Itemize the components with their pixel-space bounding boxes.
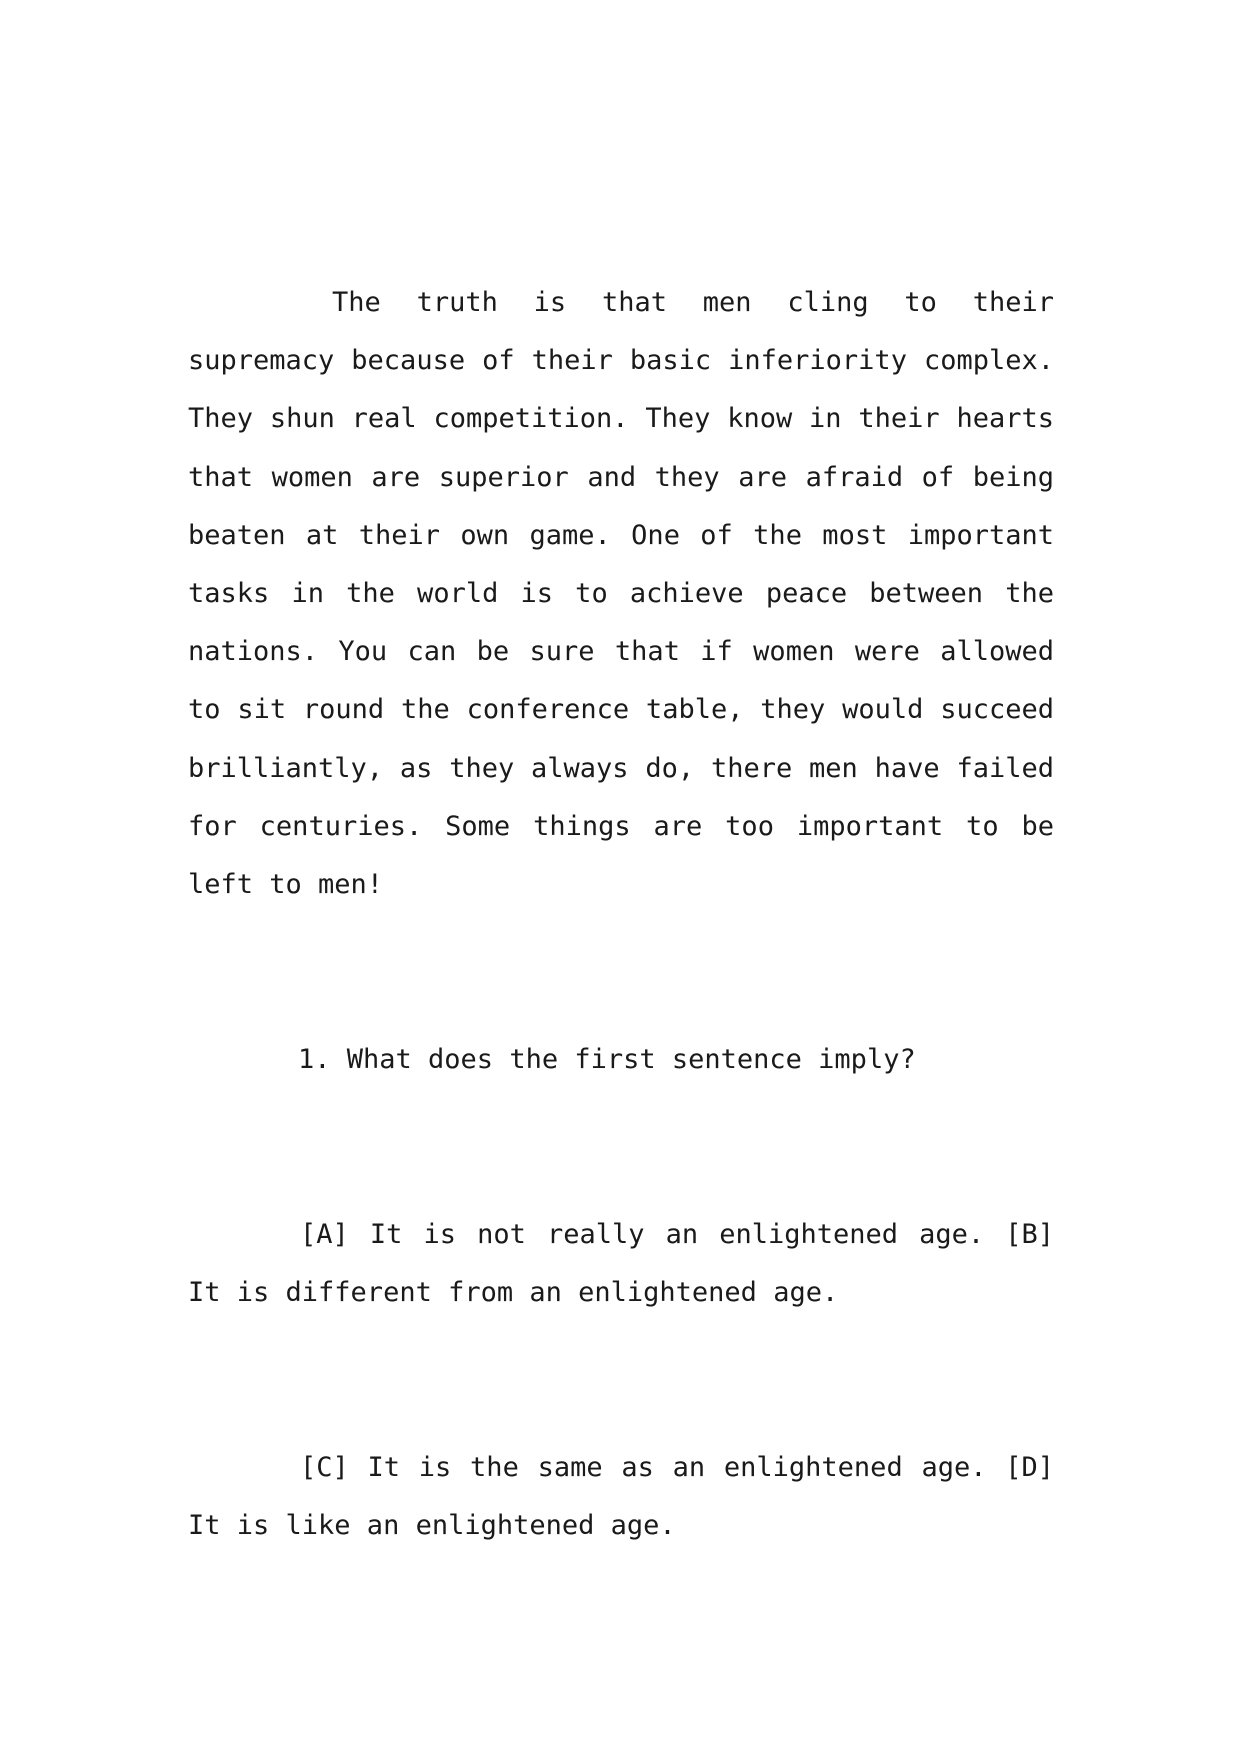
options-c-d: [C] It is the same as an enlightened age. [D] It is like an enlightened age. (188, 1452, 1054, 1542)
question-text: 1. What does the first sentence imply? (298, 1044, 916, 1075)
options-a-b: [A] It is not really an enlightened age. [B] It is different from an enlightened age. (188, 1219, 1054, 1309)
passage-paragraph: The truth is that men cling to their supremacy because of their basic inferiority complex. They shun real competition. They know in their hearts that women are superior and they are afraid of being beaten at their own game. One of the most important tasks in the world is to achieve peace between the nations. You can be sure that if women were allowed to sit round the conference table, they would succeed brilliantly, as they always do, there men have failed for centuries. Some things are too important to be left to men! (188, 287, 1054, 901)
